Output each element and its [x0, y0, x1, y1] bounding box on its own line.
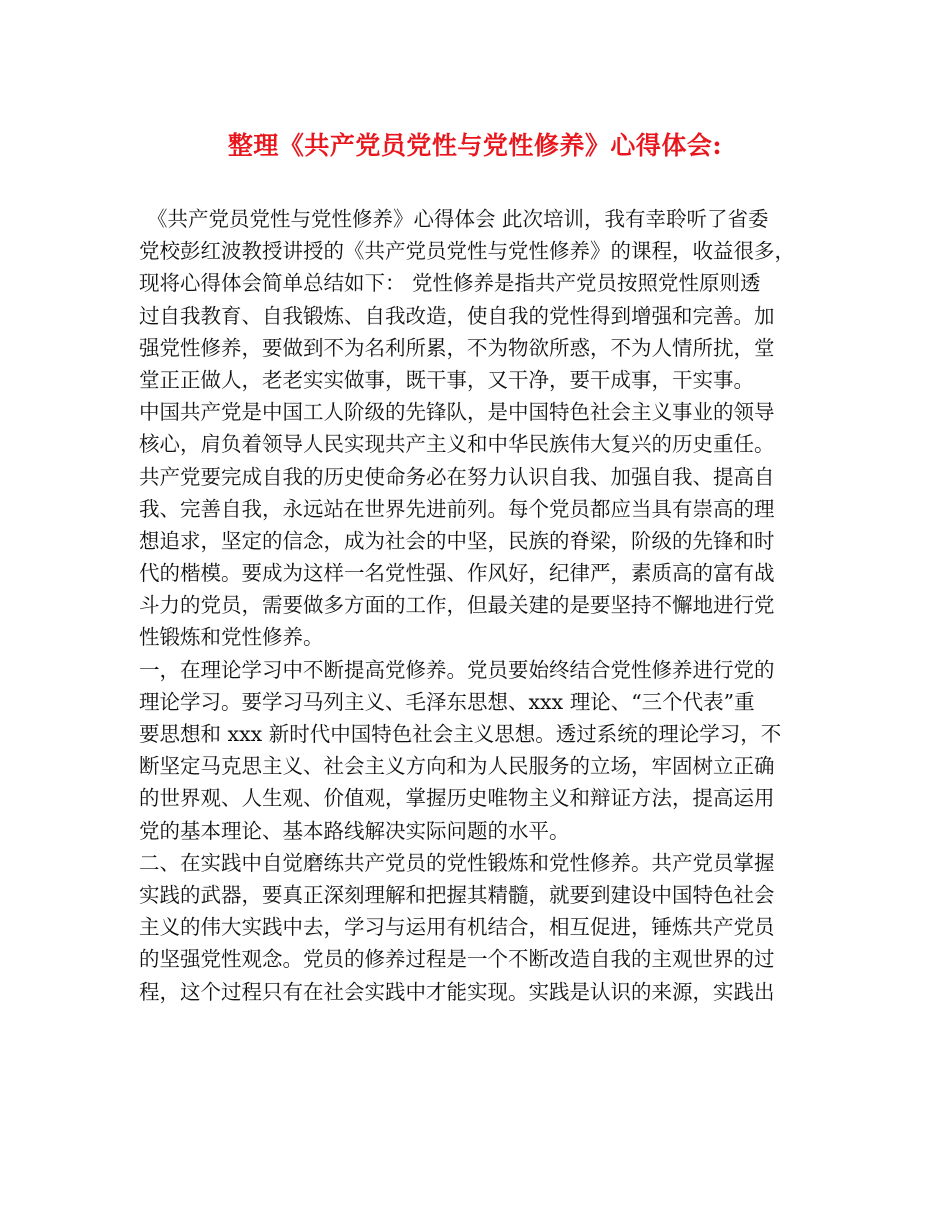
text-line: 现将心得体会简单总结如下： 党性修养是指共产党员按照党性原则透 — [139, 271, 761, 296]
text-line: 党校彭红波教授讲授的《共产党员党性与党性修养》的课程，收益很多， — [139, 239, 795, 264]
text-line: 实践的武器，要真正深刻理解和把握其精髓，就要到建设中国特色社会 — [139, 882, 775, 907]
text-line: 核心，肩负着领导人民实现共产主义和中华民族伟大复兴的历史重任。 — [139, 432, 775, 457]
text-line: 堂正正做人，老老实实做事，既干事，又干净，要干成事，干实事。 — [139, 367, 754, 392]
text-line: 程，这个过程只有在社会实践中才能实现。实践是认识的来源，实践出 — [139, 979, 775, 1004]
text-line: 性锻炼和党性修养。 — [139, 625, 324, 650]
text-line: 要思想和 xxx 新时代中国特色社会主义思想。透过系统的理论学习，不 — [139, 722, 782, 746]
text-line: 共产党要完成自我的历史使命务必在努力认识自我、加强自我、提高自 — [139, 464, 775, 489]
text-line: 中国共产党是中国工人阶级的先锋队，是中国特色社会主义事业的领导 — [139, 400, 775, 425]
text-line: 代的楷模。要成为这样一名党性强、作风好，纪律严，素质高的富有战 — [139, 561, 775, 586]
text-line: 主义的伟大实践中去，学习与运用有机结合，相互促进，锤炼共产党员 — [139, 915, 775, 940]
text-line: 的坚强党性观念。党员的修养过程是一个不断改造自我的主观世界的过 — [139, 947, 775, 972]
text-line: 理论学习。要学习马列主义、毛泽东思想、xxx 理论、“三个代表”重 — [139, 689, 755, 714]
text-line: 强党性修养，要做到不为名利所累，不为物欲所惑，不为人情所扰，堂 — [139, 335, 775, 360]
text-line: 的世界观、人生观、价值观，掌握历史唯物主义和辩证方法，提高运用 — [139, 786, 775, 811]
text-line: 断坚定马克思主义、社会主义方向和为人民服务的立场，牢固树立正确 — [139, 754, 775, 779]
text-line: 我、完善自我，永远站在世界先进前列。每个党员都应当具有崇高的理 — [139, 496, 775, 521]
text-line: 党的基本理论、基本路线解决实际问题的水平。 — [139, 818, 570, 843]
text-line: 想追求，坚定的信念，成为社会的中坚，民族的脊梁，阶级的先锋和时 — [139, 528, 775, 553]
text-line: 《共产党员党性与党性修养》心得体会 此次培训，我有幸聆听了省委 — [147, 207, 769, 231]
text-line: 斗力的党员，需要做多方面的工作，但最关建的是要坚持不懈地进行党 — [139, 593, 775, 618]
document-body — [139, 203, 829, 1008]
text-line: 二、在实践中自觉磨练共产党员的党性锻炼和党性修养。共产党员掌握 — [139, 850, 775, 875]
text-line: 过自我教育、自我锻炼、自我改造，使自我的党性得到增强和完善。加 — [139, 303, 775, 328]
text-line: 一，在理论学习中不断提高党修养。党员要始终结合党性修养进行党的 — [139, 657, 775, 682]
document-title: 整理《共产党员党性与党性修养》心得体会: — [227, 131, 723, 160]
